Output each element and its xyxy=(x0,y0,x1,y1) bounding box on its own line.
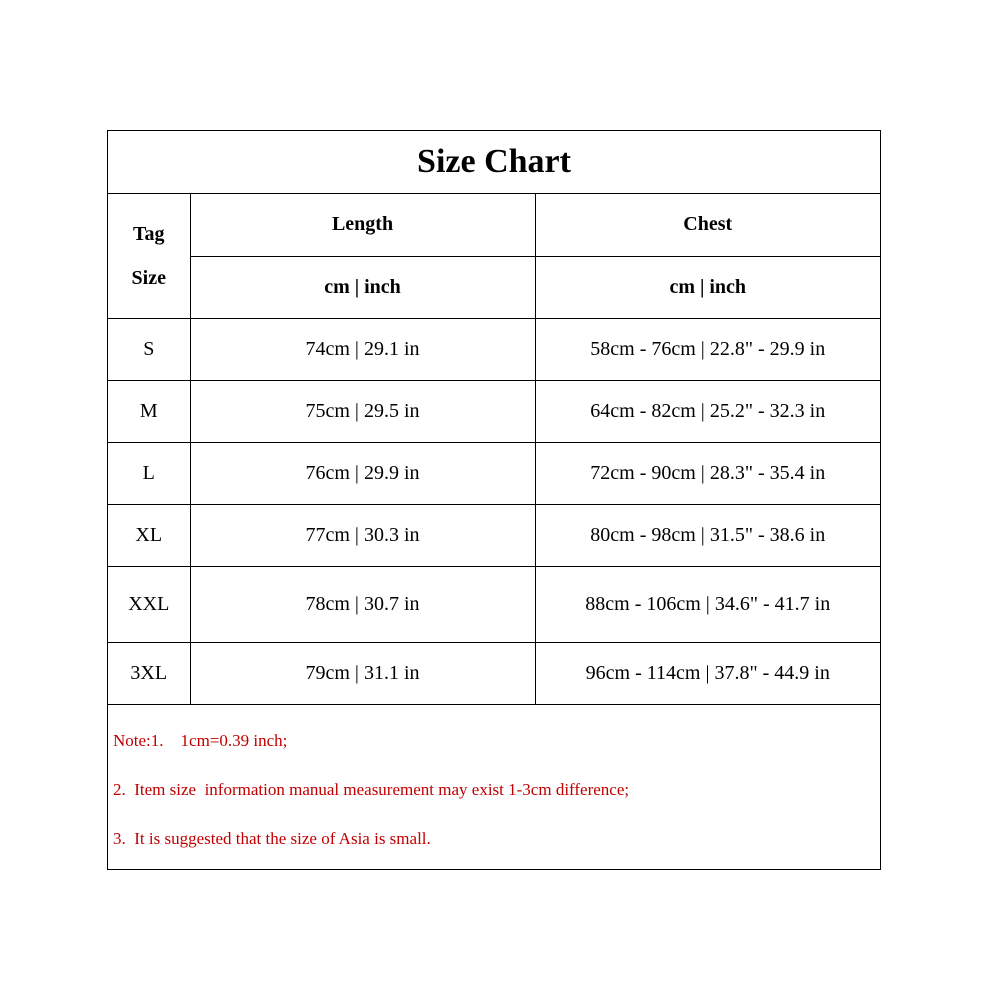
size-cell: M xyxy=(108,380,190,442)
length-cell: 79cm | 31.1 in xyxy=(190,642,535,704)
chart-title: Size Chart xyxy=(108,131,880,194)
notes-section xyxy=(108,716,880,863)
table-row xyxy=(108,642,880,704)
size-cell: XL xyxy=(108,504,190,566)
length-cell: 78cm | 30.7 in xyxy=(190,566,535,642)
note-line: Note:1. 1cm=0.39 inch; xyxy=(113,730,288,750)
tag-size-header-line2: Size xyxy=(131,266,166,289)
chest-unit-header: cm | inch xyxy=(535,256,880,318)
chest-cell: 88cm - 106cm | 34.6" - 41.7 in xyxy=(535,566,880,642)
size-chart xyxy=(107,130,881,870)
header-row xyxy=(108,194,880,256)
chest-cell: 80cm - 98cm | 31.5" - 38.6 in xyxy=(535,504,880,566)
chest-cell: 96cm - 114cm | 37.8" - 44.9 in xyxy=(535,642,880,704)
note-line: 2. Item size information manual measurement may exist 1-3cm difference; xyxy=(113,779,630,799)
table-row xyxy=(108,380,880,442)
size-table xyxy=(108,194,880,705)
chest-cell: 72cm - 90cm | 28.3" - 35.4 in xyxy=(535,442,880,504)
unit-row xyxy=(108,256,880,318)
note-line: 3. It is suggested that the size of Asia is small. xyxy=(113,828,431,848)
table-row xyxy=(108,504,880,566)
length-cell: 77cm | 30.3 in xyxy=(190,504,535,566)
tag-size-header-line1: Tag xyxy=(132,222,165,245)
length-cell: 76cm | 29.9 in xyxy=(190,442,535,504)
chest-header: Chest xyxy=(535,194,880,256)
tag-size-header xyxy=(108,194,190,318)
size-cell: XXL xyxy=(108,566,190,642)
size-cell: S xyxy=(108,318,190,380)
chest-cell: 58cm - 76cm | 22.8" - 29.9 in xyxy=(535,318,880,380)
table-row xyxy=(108,566,880,642)
size-cell: L xyxy=(108,442,190,504)
chest-cell: 64cm - 82cm | 25.2" - 32.3 in xyxy=(535,380,880,442)
table-row xyxy=(108,442,880,504)
length-header: Length xyxy=(190,194,535,256)
size-cell: 3XL xyxy=(108,642,190,704)
length-cell: 75cm | 29.5 in xyxy=(190,380,535,442)
length-unit-header: cm | inch xyxy=(190,256,535,318)
length-cell: 74cm | 29.1 in xyxy=(190,318,535,380)
table-row xyxy=(108,318,880,380)
